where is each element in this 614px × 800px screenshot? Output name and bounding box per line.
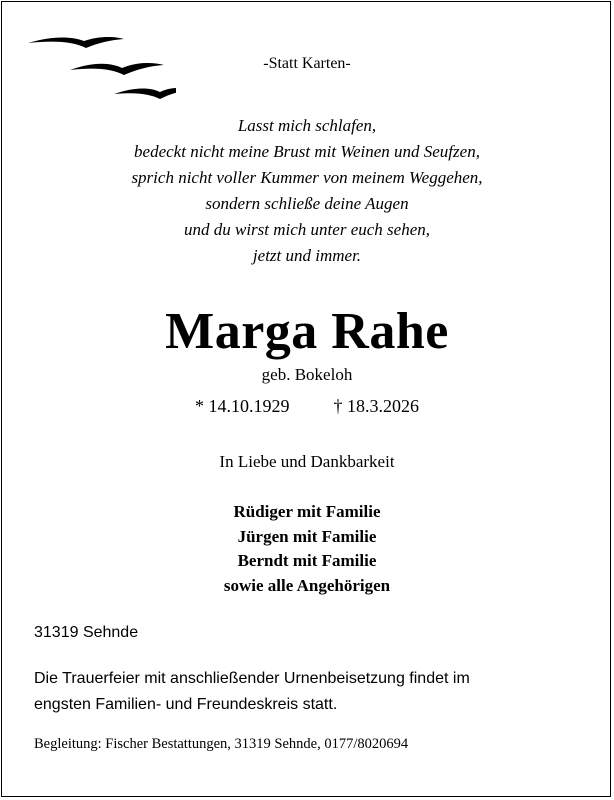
dedication: In Liebe und Dankbarkeit (219, 452, 395, 471)
place: 31319 Sehnde (34, 624, 139, 641)
poem-line: sprich nicht voller Kummer von meinem Weggehen, (131, 168, 483, 187)
death-date: † 18.3.2026 (333, 396, 419, 416)
mourner: Berndt mit Familie (237, 551, 377, 570)
ceremony-line: Die Trauerfeier mit anschließender Urnenbeisetzung findet im (34, 670, 470, 687)
poem-line: und du wirst mich unter euch sehen, (184, 220, 430, 239)
mourners-list (0, 500, 614, 598)
birth-date: * 14.10.1929 (195, 396, 290, 416)
poem-line: sondern schließe deine Augen (205, 194, 409, 213)
mourner: Rüdiger mit Familie (233, 502, 381, 521)
birth-name: geb. Bokeloh (261, 365, 353, 384)
poem-line: Lasst mich schlafen, (237, 116, 377, 135)
deceased-name: Marga Rahe (165, 303, 449, 360)
ceremony-line: engsten Familien- und Freundeskreis statt. (34, 696, 338, 713)
ceremony-text (34, 666, 579, 718)
mourner: Jürgen mit Familie (237, 526, 377, 546)
statt-karten: -Statt Karten- (263, 55, 351, 72)
bird-3 (114, 88, 176, 99)
poem-line: jetzt und immer. (252, 246, 362, 265)
poem-line: bedeckt nicht meine Brust mit Weinen und Seufzen, (134, 142, 480, 161)
bird-1 (28, 37, 124, 48)
life-dates (0, 396, 614, 417)
funeral-home-info: Begleitung: Fischer Bestattungen, 31319 Sehnde, 0177/8020694 (34, 736, 409, 752)
mourner: sowie alle Angehörigen (223, 575, 391, 595)
poem (0, 113, 614, 269)
